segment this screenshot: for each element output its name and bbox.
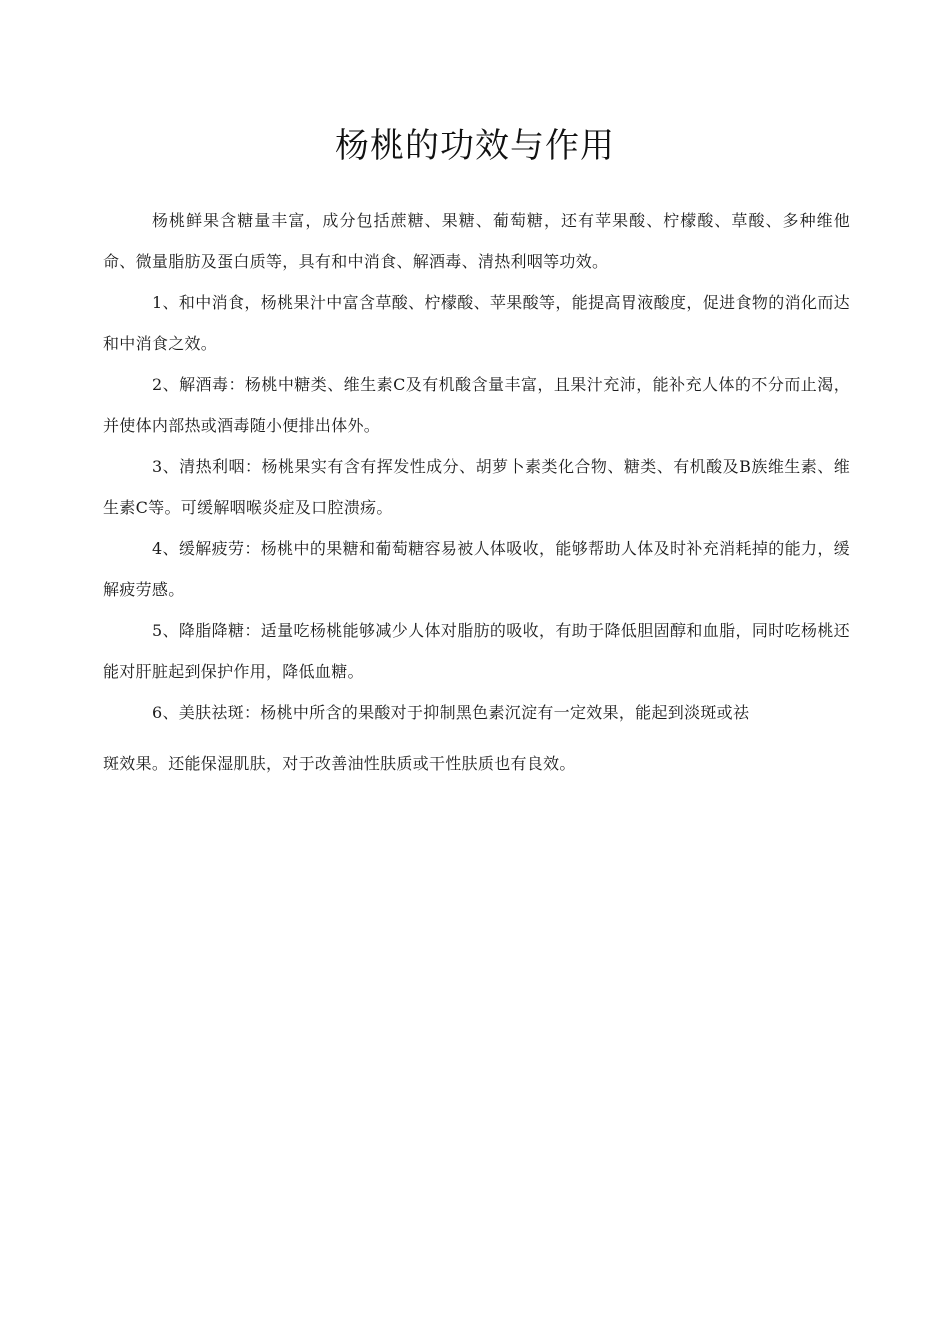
list-item-3: 3、清热利咽：杨桃果实有含有挥发性成分、胡萝卜素类化合物、糖类、有机酸及B族维生素、维生素C等。可缓解咽喉炎症及口腔溃疡。 [103,457,850,517]
intro-paragraph: 杨桃鲜果含糖量丰富，成分包括蔗糖、果糖、葡萄糖，还有苹果酸、柠檬酸、草酸、多种维他命、微量脂肪及蛋白质等，具有和中消食、解酒毒、清热利咽等功效。 [103,211,850,271]
list-item-2: 2、解酒毒：杨桃中糖类、维生素C及有机酸含量丰富，且果汁充沛，能补充人体的不分而止渴，并使体内部热或酒毒随小便排出体外。 [103,375,850,435]
list-item-6-line-1: 6、美肤祛斑：杨桃中所含的果酸对于抑制黑色素沉淀有一定效果，能起到淡斑或祛 [152,703,750,722]
list-item-4: 4、缓解疲劳：杨桃中的果糖和葡萄糖容易被人体吸收，能够帮助人体及时补充消耗掉的能力，缓解疲劳感。 [103,539,850,599]
document-title: 杨桃的功效与作用 [335,126,615,166]
list-item-5: 5、降脂降糖：适量吃杨桃能够减少人体对脂肪的吸收，有助于降低胆固醇和血脂，同时吃杨桃还能对肝脏起到保护作用，降低血糖。 [103,621,850,681]
list-item-6-line-2: 斑效果。还能保湿肌肤，对于改善油性肤质或干性肤质也有良效。 [103,754,576,773]
document-body [103,200,850,784]
list-item-1: 1、和中消食，杨桃果汁中富含草酸、柠檬酸、苹果酸等，能提高胃液酸度，促进食物的消化而达和中消食之效。 [103,293,850,353]
